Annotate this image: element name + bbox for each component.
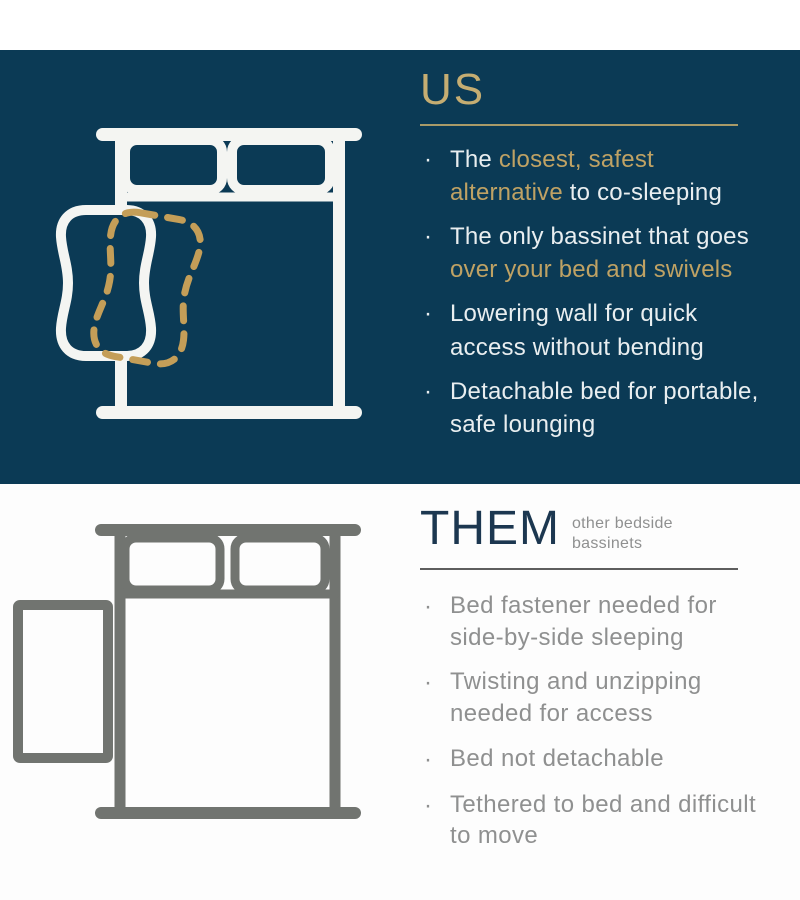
- them-bullet-list: [420, 590, 760, 852]
- them-bullet-3-text: Bed not detachable: [450, 744, 665, 772]
- bullet-dot: ·: [424, 791, 432, 819]
- us-bullet-4: [420, 375, 760, 441]
- bullet-dot: ·: [424, 300, 432, 328]
- them-bullet-3: [420, 743, 760, 776]
- pillow-right: [232, 140, 330, 190]
- us-bullet-1-text: The closest, safest alternative to co-sleeping: [450, 146, 723, 207]
- them-title-row: [420, 502, 760, 555]
- highlighted-text: over your bed and swivels: [450, 256, 733, 284]
- bullet-dot: ·: [424, 669, 432, 697]
- us-bullet-2-text: The only bassinet that goes over your bed and swivels: [450, 223, 749, 284]
- them-text-column: [420, 502, 760, 865]
- them-bullet-4-text: Tethered to bed and difficult to move: [450, 790, 757, 850]
- us-bullet-4-text: Detachable bed for portable, safe lounging: [450, 377, 759, 438]
- them-divider: [420, 568, 738, 570]
- bed-footboard: [95, 807, 361, 819]
- bullet-dot: ·: [424, 745, 432, 773]
- us-bullet-2: [420, 220, 760, 286]
- us-bullet-list: [420, 143, 760, 441]
- us-bullet-3-text: Lowering wall for quick access without bending: [450, 300, 704, 361]
- bed-footboard: [96, 406, 362, 419]
- bullet-dot: ·: [424, 377, 432, 405]
- us-bullet-1: [420, 143, 760, 209]
- bedside-bassinet-box: [18, 605, 108, 758]
- them-bullet-2-text: Twisting and unzipping needed for access: [450, 668, 702, 728]
- pillow-left: [125, 140, 222, 190]
- us-divider: [420, 124, 738, 126]
- them-bullet-4: [420, 789, 760, 852]
- them-subtitle: other bedside bassinets: [571, 515, 673, 552]
- us-bed-swivel-diagram-icon: [40, 60, 400, 460]
- them-bullet-2: [420, 666, 760, 729]
- them-panel: [0, 484, 800, 900]
- us-panel: [0, 50, 800, 484]
- them-title: THEM: [420, 502, 560, 555]
- pillow-right: [235, 538, 325, 590]
- us-bullet-3: [420, 297, 760, 363]
- us-title: US: [420, 65, 486, 114]
- bullet-dot: ·: [424, 593, 432, 620]
- us-text-column: [420, 65, 760, 452]
- pillow-left: [125, 538, 220, 590]
- them-bullet-1-text: Bed fastener needed for side-by-side sleeping: [450, 592, 717, 651]
- bullet-dot: ·: [424, 146, 432, 173]
- bullet-dot: ·: [424, 223, 432, 251]
- them-bed-tethered-diagram-icon: [10, 500, 390, 840]
- highlighted-text: closest, safest alternative: [450, 146, 654, 207]
- them-bullet-1: [420, 590, 760, 653]
